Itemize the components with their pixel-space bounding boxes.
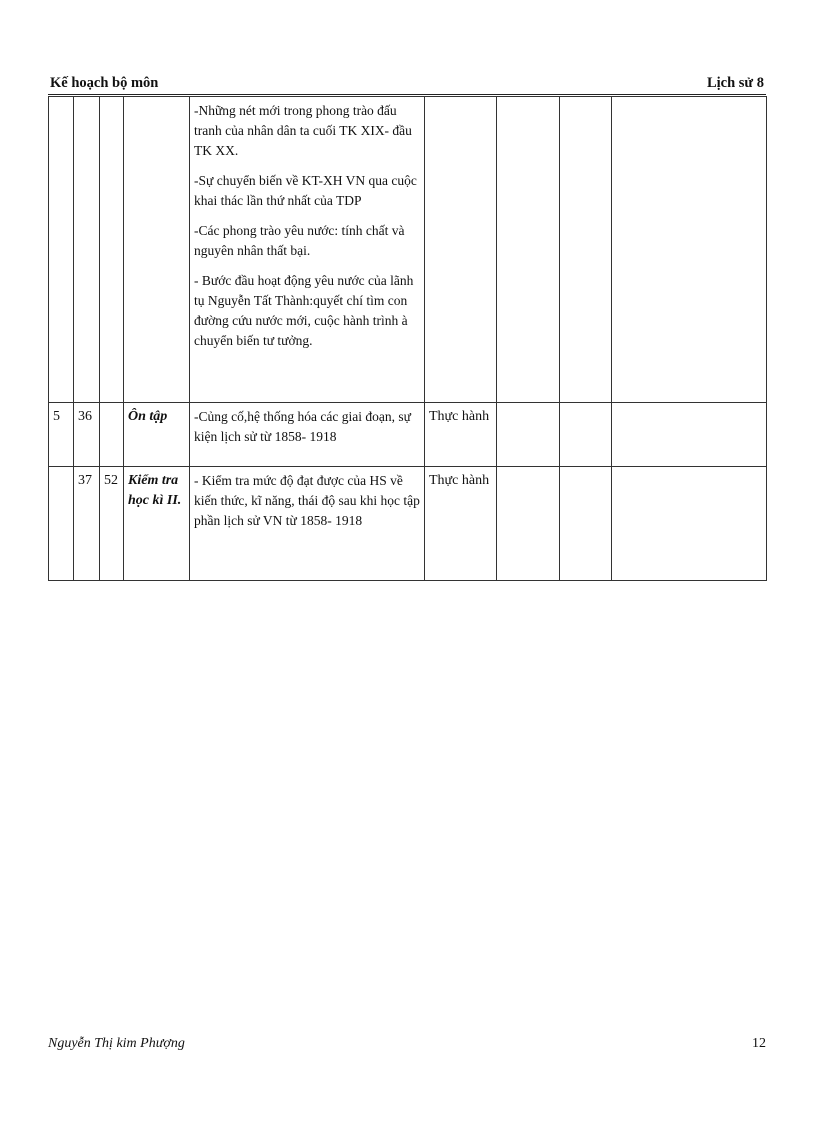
empty-cell: [497, 467, 560, 581]
table-row: [49, 403, 767, 467]
empty-cell: [497, 97, 560, 403]
table-row: [49, 467, 767, 581]
period-cell: 52: [100, 467, 124, 581]
method-cell: Thực hành: [425, 467, 497, 581]
lesson-cell: 37: [74, 467, 100, 581]
footer-author: Nguyễn Thị kim Phượng: [48, 1036, 185, 1051]
empty-cell: [612, 97, 767, 403]
page-header: [48, 74, 766, 95]
empty-cell: [497, 403, 560, 467]
page-number: 12: [752, 1036, 766, 1051]
method-cell: [425, 97, 497, 403]
content-cell: [190, 403, 425, 467]
content-item: - Bước đầu hoạt động yêu nước của lãnh tụ Nguyễn Tất Thành:quyết chí tìm con đường cứu nước mới, cuộc hành trình à chuyển biến tư tưởng.: [194, 273, 414, 348]
content-item: -Củng cố,hệ thống hóa các giai đoạn, sự kiện lịch sử từ 1858- 1918: [194, 409, 411, 444]
content-item: -Sự chuyển biến về KT-XH VN qua cuộc khai thác lần thứ nhất của TDP: [194, 173, 417, 208]
content-item: -Những nét mới trong phong trào đấu tranh của nhân dân ta cuối TK XIX- đầu TK XX.: [194, 103, 412, 158]
week-cell: [49, 467, 74, 581]
lesson-title-cell: [124, 97, 190, 403]
content-cell: [190, 97, 425, 403]
lesson-title-cell: Kiểm tra học kì II.: [124, 467, 190, 581]
empty-cell: [560, 467, 612, 581]
method-cell: Thực hành: [425, 403, 497, 467]
empty-cell: [612, 403, 767, 467]
empty-cell: [560, 403, 612, 467]
week-cell: [49, 97, 74, 403]
content-cell: [190, 467, 425, 581]
lesson-title-cell: Ôn tập: [124, 403, 190, 467]
empty-cell: [612, 467, 767, 581]
lesson-plan-table: [48, 96, 767, 581]
lesson-cell: 36: [74, 403, 100, 467]
content-item: - Kiểm tra mức độ đạt được của HS về kiến thức, kĩ năng, thái độ sau khi học tập phần lịch sử VN từ 1858- 1918: [194, 473, 420, 528]
week-cell: 5: [49, 403, 74, 467]
period-cell: [100, 97, 124, 403]
lesson-cell: [74, 97, 100, 403]
header-subject-grade: Lịch sử 8: [706, 75, 764, 91]
empty-cell: [560, 97, 612, 403]
table-row: [49, 97, 767, 403]
period-cell: [100, 403, 124, 467]
header-subject-plan: Kế hoạch bộ môn: [50, 75, 159, 91]
content-item: -Các phong trào yêu nước: tính chất và nguyên nhân thất bại.: [194, 223, 405, 258]
